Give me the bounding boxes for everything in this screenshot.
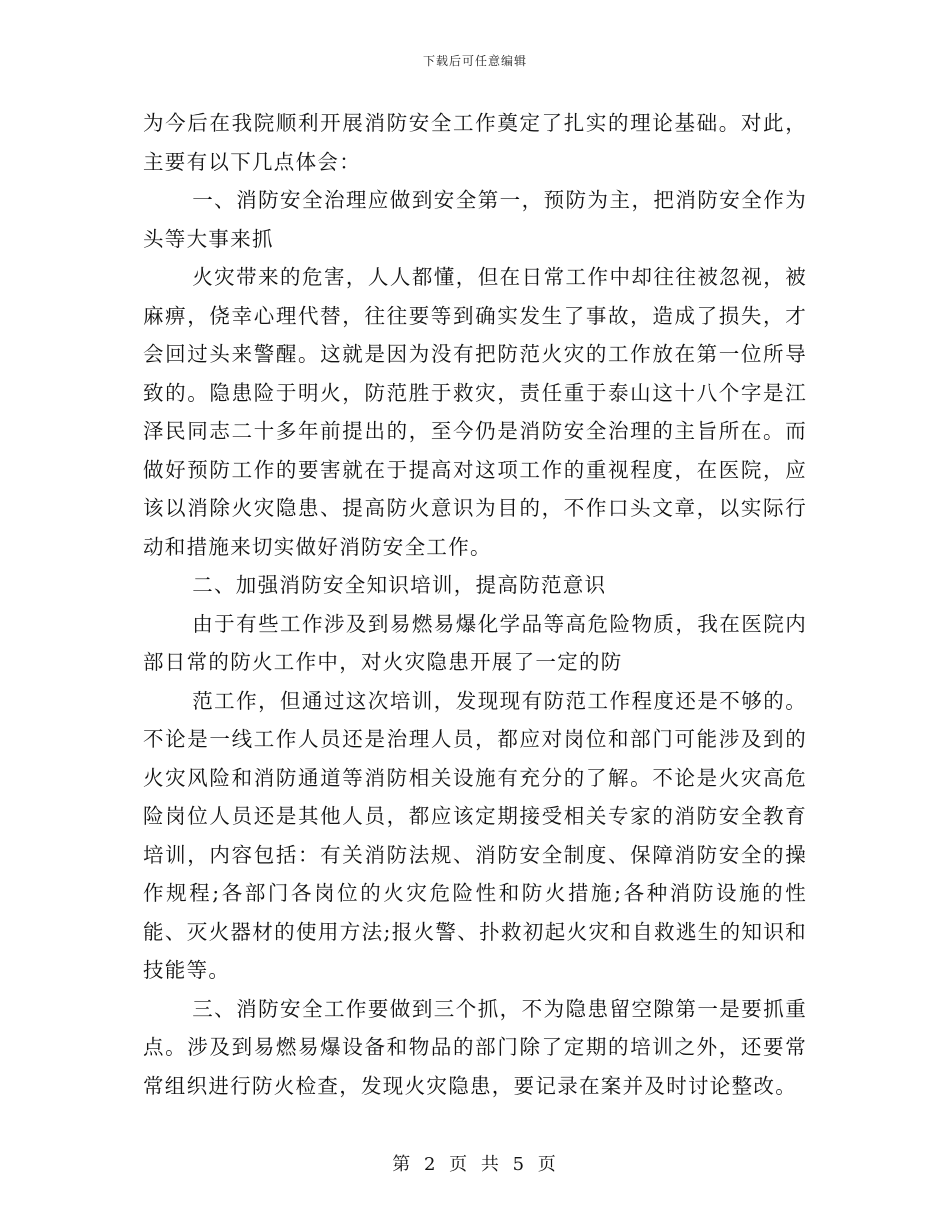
page-number: 第 2 页 共 5 页 (392, 1154, 558, 1175)
paragraph-body-1: 火灾带来的危害，人人都懂，但在日常工作中却往往被忽视，被麻痹，侥幸心理代替，往往要等到确实发生了事故，造成了损失，才会回过头来警醒。这就是因为没有把防范火灾的工作放在第一位所导致的。隐患险于明火，防范胜于救灾，责任重于泰山这十八个字是江泽民同志二十多年前提出的，至今仍是消防安全治理的主旨所在。而做好预防工作的要害就在于提高对这项工作的重视程度，在医院，应该以消除火灾隐患、提高防火意识为目的，不作口头文章，以实际行动和措施来切实做好消防安全工作。 (143, 265, 807, 559)
document-body (143, 104, 807, 1105)
paragraph-heading-3: 三、消防安全工作要做到三个抓，不为隐患留空隙第一是要抓重点。涉及到易燃易爆设备和物品的部门除了定期的培训之外，还要常常组织进行防火检查，发现火灾隐患，要记录在案并及时讨论整改。 (143, 996, 807, 1098)
paragraph-body-2b: 范工作，但通过这次培训，发现现有防范工作程度还是不够的。不论是一线工作人员还是治理人员，都应对岗位和部门可能涉及到的火灾风险和消防通道等消防相关设施有充分的了解。不论是火灾高危险岗位人员还是其他人员，都应该定期接受相关专家的消防安全教育培训，内容包括：有关消防法规、消防安全制度、保障消防安全的操作规程;各部门各岗位的火灾危险性和防火措施;各种消防设施的性能、灭火器材的使用方法;报火警、扑救初起火灾和自救逃生的知识和技能等。 (143, 688, 807, 982)
paragraph-heading-1: 一、消防安全治理应做到安全第一，预防为主，把消防安全作为头等大事来抓 (143, 188, 807, 251)
paragraph-intro: 为今后在我院顺利开展消防安全工作奠定了扎实的理论基础。对此，主要有以下几点体会： (143, 111, 807, 174)
paragraph-body-2a: 由于有些工作涉及到易燃易爆化学品等高危险物质，我在医院内部日常的防火工作中，对火灾隐患开展了一定的防 (143, 611, 807, 674)
page-header: 下载后可任意编辑 (422, 54, 527, 68)
paragraph-heading-2: 二、加强消防安全知识培训，提高防范意识 (192, 573, 607, 597)
